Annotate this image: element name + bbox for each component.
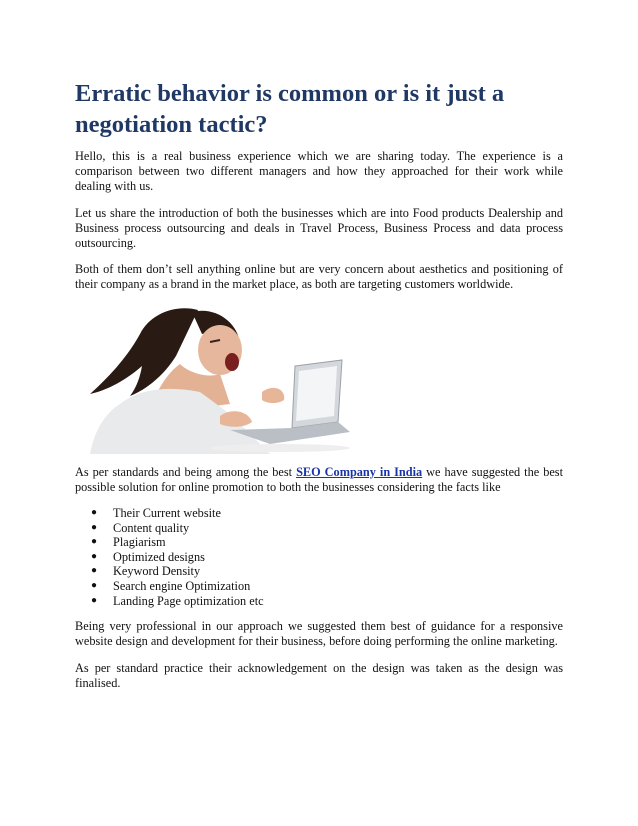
bullet-icon: ●	[91, 594, 98, 606]
paragraph-finalised: As per standard practice their acknowledgement on the design was taken as the design was finalised.	[75, 660, 563, 690]
list-item: ● Search engine Optimization	[91, 579, 251, 593]
paragraph-seo	[75, 465, 563, 495]
woman-laptop-photo	[80, 304, 370, 454]
paragraph-intro: Hello, this is a real business experience which we are sharing today. The experience is a comparison between two different managers and how they approached for their work while dealing with us.	[75, 149, 563, 194]
list-item: ● Content quality	[91, 520, 190, 535]
document-page	[75, 78, 563, 702]
paragraph-businesses: Let us share the introduction of both the businesses which are into Food products Dealership and Business process outsourcing and deals in Travel Process, Business Process and data process outsourcing.	[75, 205, 563, 251]
bullet-icon: ●	[91, 550, 98, 562]
bullet-icon: ●	[91, 507, 98, 519]
list-item: ● Plagiarism	[91, 535, 166, 550]
bullet-icon: ●	[91, 580, 98, 591]
seo-text-before: As per standards and being among the best	[75, 464, 297, 479]
paragraph-branding: Both of them don’t sell anything online but are very concern about aesthetics and positioning of their company as a brand in the market place, as both are targeting customers worldwide.	[75, 262, 563, 292]
list-item: ● Their Current website	[91, 506, 221, 521]
seo-text-after: we have suggested the best possible solution for online promotion to both the businesses considering the facts like	[75, 464, 563, 494]
paragraph-approach: Being very professional in our approach we suggested them best of guidance for a responsive website design and development for their business, before doing performing the online marketing.	[75, 619, 563, 649]
article-title: Erratic behavior is common or is it just a negotiation tactic?	[75, 80, 505, 138]
list-item: ● Optimized designs	[91, 549, 205, 564]
facts-list	[75, 506, 563, 608]
list-item: ● Landing Page optimization etc	[91, 593, 264, 608]
bullet-icon: ●	[91, 536, 98, 548]
seo-company-link[interactable]: SEO Company in India	[296, 464, 423, 479]
list-item: ● Keyword Density	[91, 564, 201, 579]
bullet-icon: ●	[91, 521, 98, 533]
woman-shouting-at-laptop-icon	[80, 304, 370, 454]
bullet-icon: ●	[91, 565, 98, 577]
